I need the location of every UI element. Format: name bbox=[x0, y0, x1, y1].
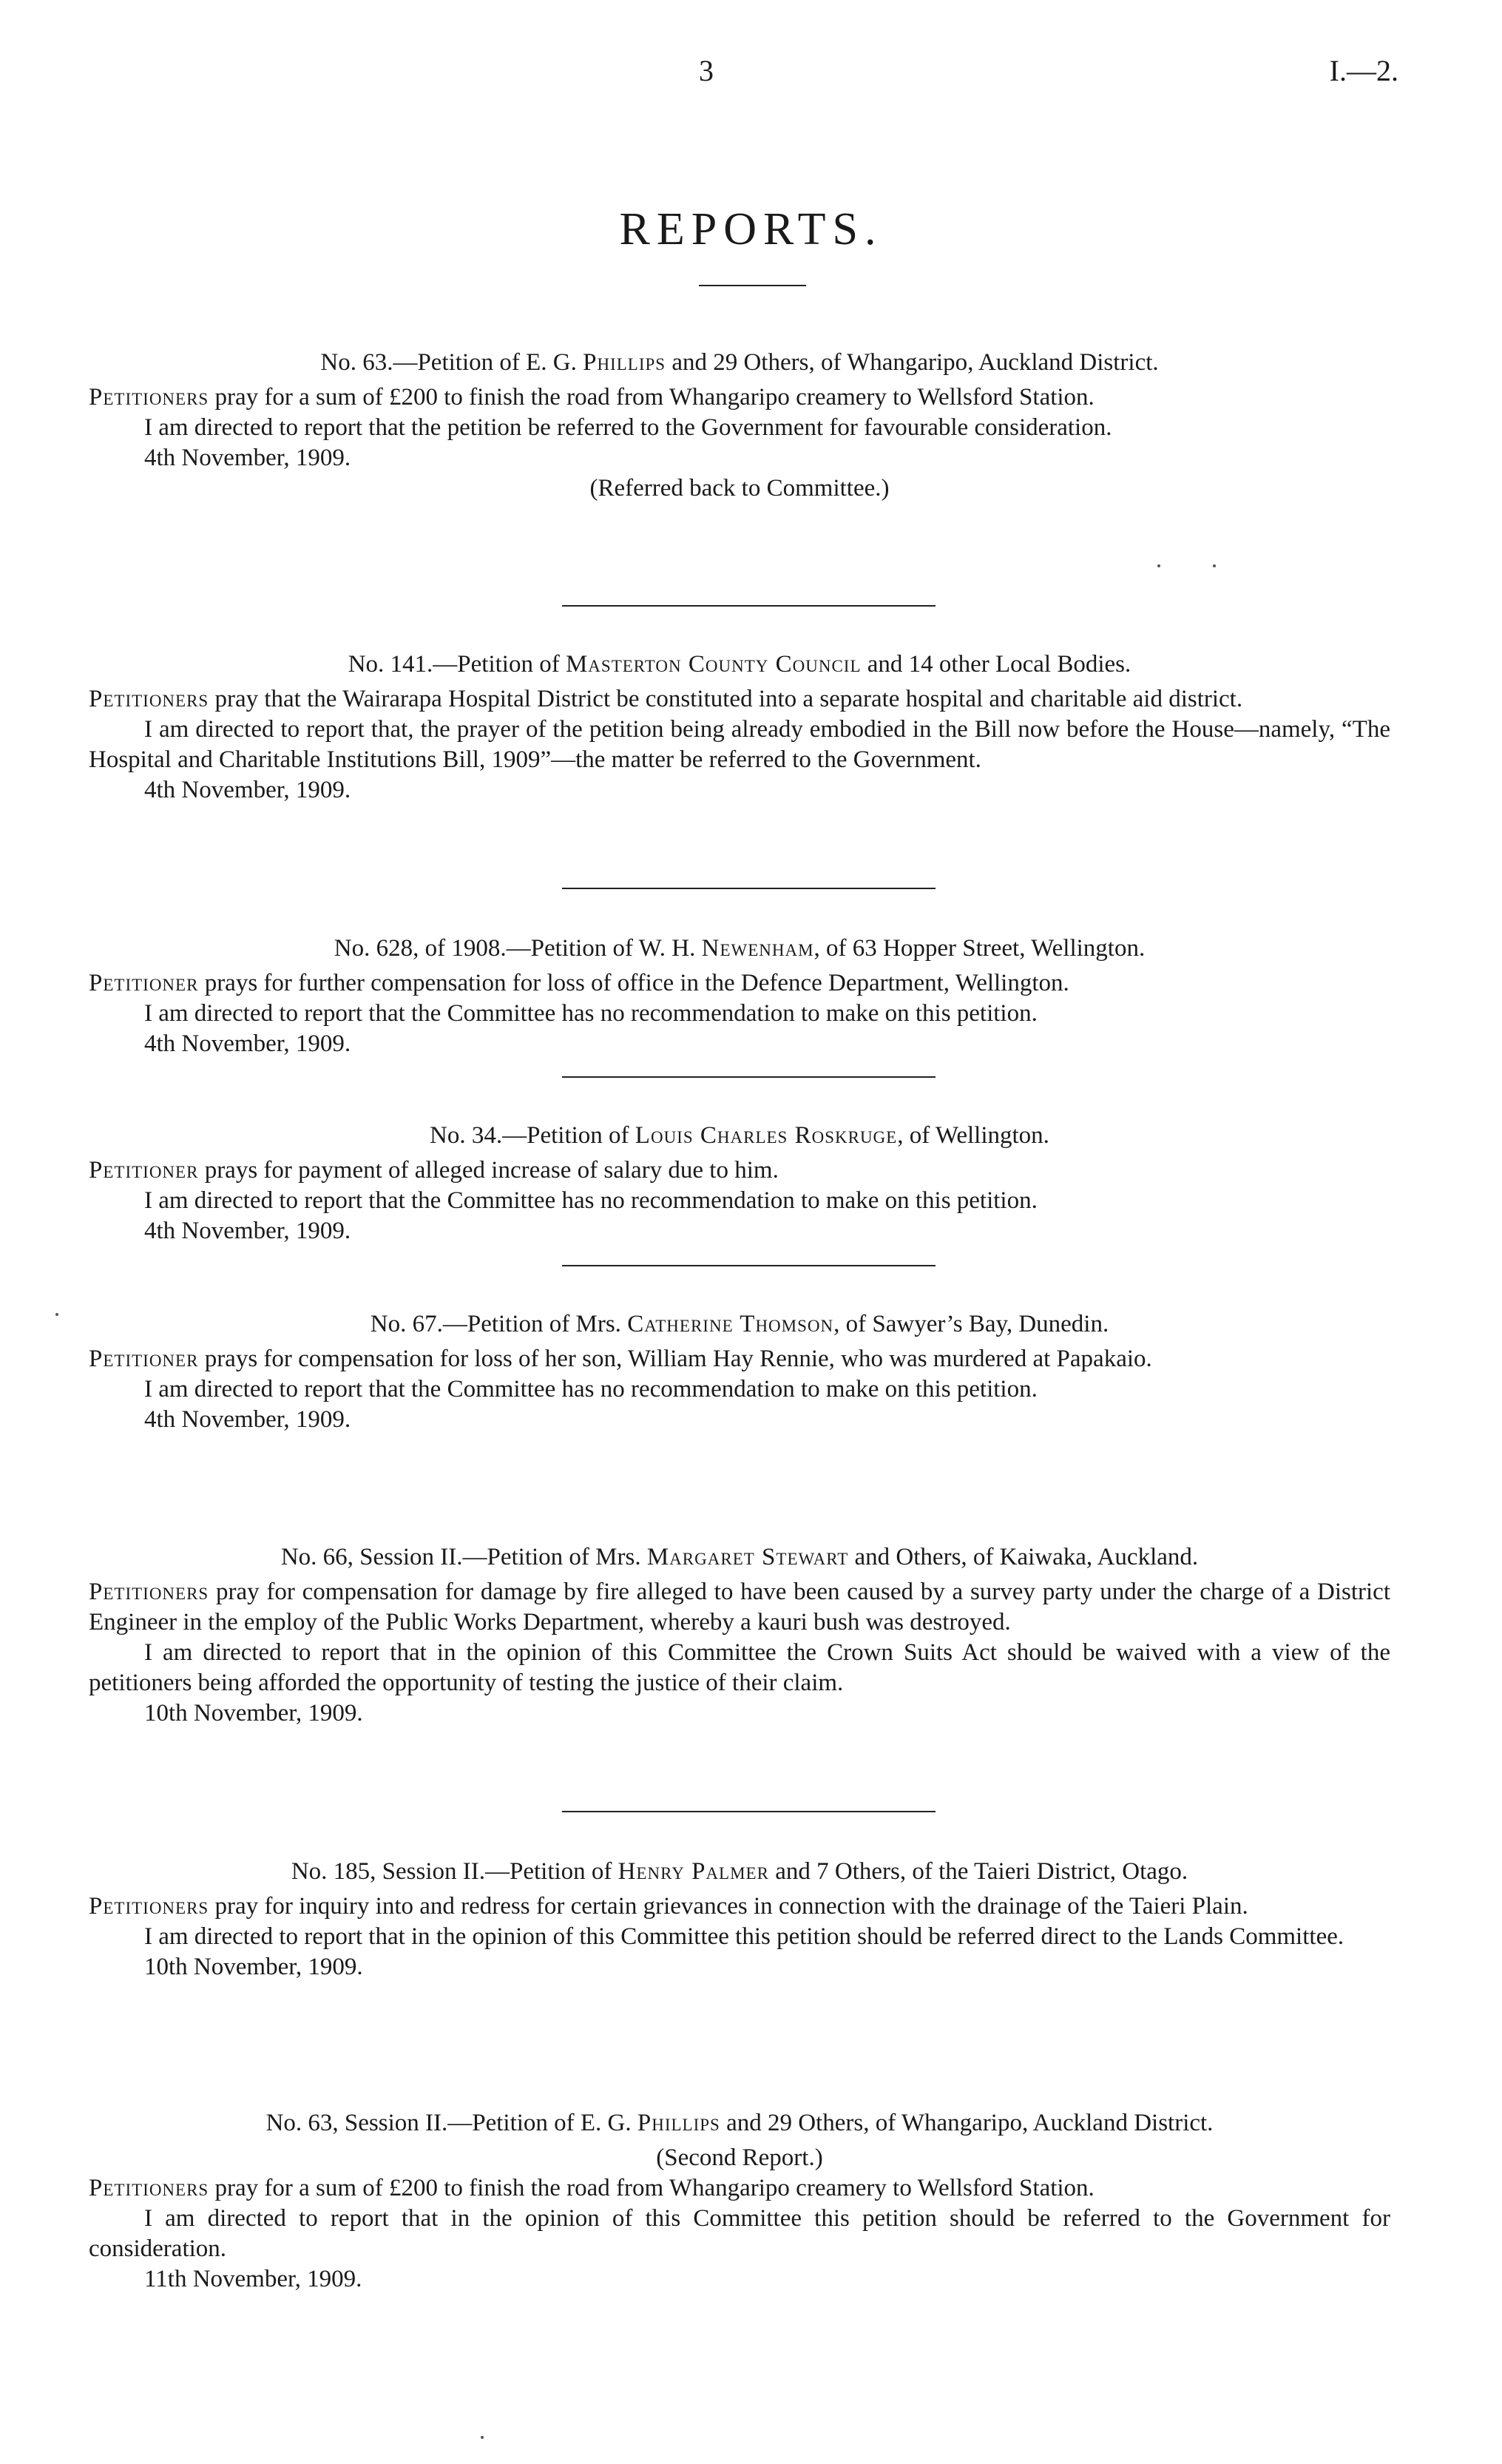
committee-report: I am directed to report that in the opinion of this Committee this petition should be referred direct to the Lands Committee. bbox=[144, 1923, 1344, 1950]
referral-note: (Referred back to Committee.) bbox=[589, 475, 890, 502]
committee-report: I am directed to report that the Committee has no recommendation to make on this petition. bbox=[144, 1376, 1038, 1403]
committee-report: I am directed to report that the Committee has no recommendation to make on this petition. bbox=[144, 1187, 1038, 1214]
petition-heading: No. 67.—Petition of Mrs. Catherine Thomson, of Sawyer’s Bay, Dunedin. bbox=[370, 1311, 1109, 1337]
petition-prayer: Petitioner prays for payment of alleged increase of salary due to him. bbox=[89, 1157, 779, 1184]
petition-prayer: Petitioners pray for inquiry into and redress for certain grievances in connection with the drainage of the Taieri Plain. bbox=[89, 1893, 1248, 1920]
page-title: REPORTS. bbox=[619, 204, 883, 254]
petitioner-name: Margaret Stewart bbox=[646, 1544, 849, 1570]
title-divider bbox=[699, 285, 806, 286]
petition-prayer: Petitioner prays for further compensation for loss of office in the Defence Department, Wellington. bbox=[89, 970, 1069, 996]
report-date: 4th November, 1909. bbox=[144, 777, 351, 803]
section-divider bbox=[562, 1076, 936, 1078]
committee-report: I am directed to report that in the opinion of this Committee the Crown Suits Act should be waived with a view of the petitioners being afforded the opportunity of testing the justice of their claim. bbox=[89, 1639, 1390, 1696]
report-date: 10th November, 1909. bbox=[144, 1700, 363, 1727]
petitioner-name: Masterton County Council bbox=[565, 651, 862, 678]
section-divider bbox=[562, 605, 936, 607]
report-date: 4th November, 1909. bbox=[144, 1406, 351, 1433]
petition-prayer: Petitioners pray that the Wairarapa Hospital District be constituted into a separate hospital and charitable aid district. bbox=[89, 686, 1243, 712]
section-divider bbox=[562, 1265, 936, 1266]
document-reference: I.—2. bbox=[1329, 54, 1398, 87]
petition-heading: No. 63, Session II.—Petition of E. G. Phillips and 29 Others, of Whangaripo, Auckland District. bbox=[265, 2110, 1214, 2136]
petition-entry bbox=[89, 1857, 1390, 1982]
committee-report: I am directed to report that the petition be referred to the Government for favourable consideration. bbox=[144, 414, 1112, 441]
scan-speck bbox=[1157, 564, 1160, 567]
report-date: 4th November, 1909. bbox=[144, 1030, 351, 1057]
petitioner-name: Newenham bbox=[701, 935, 814, 962]
petitioner-name: Louis Charles Roskruge bbox=[635, 1122, 898, 1149]
petition-prayer: Petitioners pray for compensation for damage by fire alleged to have been caused by a survey party under the charge of a District Engineer in the employ of the Public Works Department, whereby a kauri bush was destroyed. bbox=[89, 1579, 1390, 1636]
committee-report: I am directed to report that the Committee has no recommendation to make on this petition. bbox=[144, 1000, 1038, 1027]
petition-entry bbox=[89, 649, 1390, 806]
petitioner-name: Phillips bbox=[637, 2110, 720, 2136]
petitioner-name: Catherine Thomson bbox=[627, 1311, 834, 1337]
committee-report: I am directed to report that in the opinion of this Committee this petition should be referred to the Government for consideration. bbox=[89, 2205, 1390, 2262]
committee-report: I am directed to report that, the prayer of the petition being already embodied in the Bill now before the House—namely, “The Hospital and Charitable Institutions Bill, 1909”—the matter be referred to the Government. bbox=[89, 716, 1390, 773]
petition-entry bbox=[89, 1542, 1390, 1729]
report-date: 11th November, 1909. bbox=[144, 2266, 362, 2292]
petition-heading: No. 141.—Petition of Masterton County Council and 14 other Local Bodies. bbox=[348, 651, 1131, 678]
section-divider bbox=[562, 1811, 936, 1812]
report-date: 4th November, 1909. bbox=[144, 445, 351, 471]
report-date: 10th November, 1909. bbox=[144, 1954, 363, 1980]
petition-prayer: Petitioner prays for compensation for loss of her son, William Hay Rennie, who was murdered at Papakaio. bbox=[89, 1346, 1152, 1372]
section-divider bbox=[562, 888, 936, 889]
report-date: 4th November, 1909. bbox=[144, 1218, 351, 1244]
petition-heading: No. 63.—Petition of E. G. Phillips and 29 Others, of Whangaripo, Auckland District. bbox=[320, 349, 1159, 376]
scan-speck bbox=[481, 2436, 484, 2439]
petition-entry bbox=[89, 1121, 1390, 1246]
petition-prayer: Petitioners pray for a sum of £200 to finish the road from Whangaripo creamery to Wellsford Station. bbox=[89, 2175, 1095, 2201]
page-header bbox=[0, 53, 1502, 98]
petition-heading: No. 66, Session II.—Petition of Mrs. Margaret Stewart and Others, of Kaiwaka, Auckland. bbox=[280, 1544, 1199, 1570]
petition-entry bbox=[89, 1309, 1390, 1435]
petition-prayer: Petitioners pray for a sum of £200 to finish the road from Whangaripo creamery to Wellsford Station. bbox=[89, 384, 1095, 411]
petitioner-name: Henry Palmer bbox=[618, 1858, 769, 1885]
petition-heading: No. 628, of 1908.—Petition of W. H. Newenham, of 63 Hopper Street, Wellington. bbox=[334, 935, 1146, 962]
petitioner-name: Phillips bbox=[583, 349, 666, 376]
petition-entry bbox=[89, 348, 1390, 504]
petition-heading: No. 185, Session II.—Petition of Henry Palmer and 7 Others, of the Taieri District, Otago. bbox=[291, 1858, 1188, 1885]
petition-entry bbox=[89, 2108, 1390, 2295]
page-number: 3 bbox=[699, 54, 714, 87]
petition-entry bbox=[89, 934, 1390, 1059]
petition-heading: No. 34.—Petition of Louis Charles Roskruge, of Wellington. bbox=[430, 1122, 1049, 1149]
report-subheading: (Second Report.) bbox=[656, 2144, 823, 2171]
scan-speck bbox=[55, 1313, 58, 1316]
scan-speck bbox=[1213, 564, 1216, 567]
